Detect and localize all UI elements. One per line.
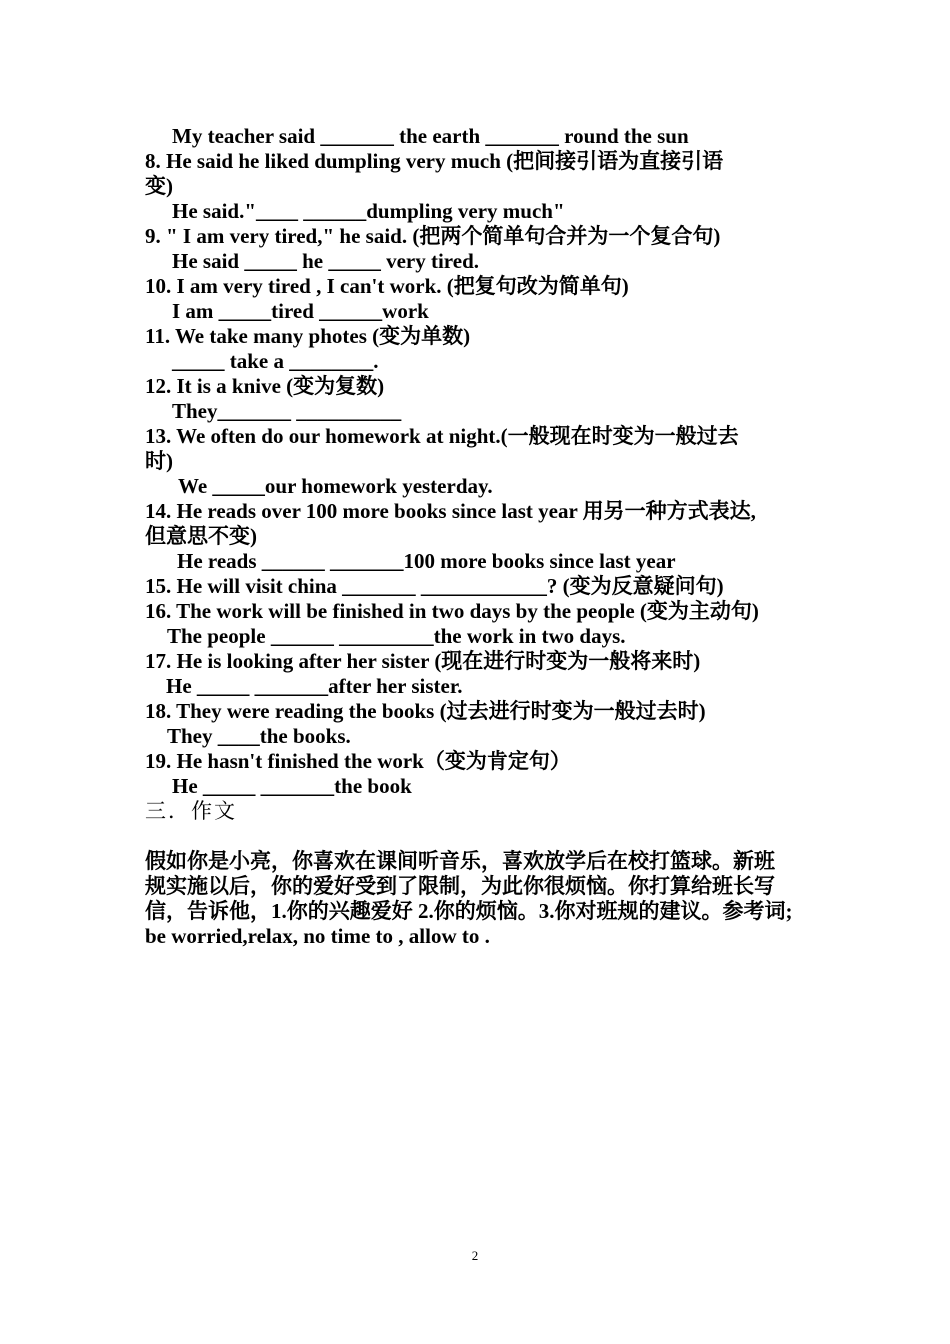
section-title: 三．作文: [145, 799, 237, 823]
exercise-line: 16. The work will be finished in two days by the people (变为主动句): [145, 599, 759, 623]
essay-line: 假如你是小亮，你喜欢在课间听音乐，喜欢放学后在校打篮球。新班: [145, 849, 775, 873]
exercise-line: We _____our homework yesterday.: [178, 474, 493, 498]
exercise-line: 10. I am very tired , I can't work. (把复句改为简单句): [145, 274, 629, 298]
exercise-line: My teacher said _______ the earth _______ round the sun: [172, 124, 689, 148]
essay-line: 规实施以后，你的爱好受到了限制，为此你很烦恼。你打算给班长写: [145, 874, 775, 898]
exercise-line: 12. It is a knive (变为复数): [145, 374, 385, 398]
exercise-line: 17. He is looking after her sister (现在进行时变为一般将来时): [145, 649, 701, 673]
exercise-line: 时): [145, 449, 173, 473]
exercise-line: I am _____tired ______work: [172, 299, 429, 323]
spacer: [145, 824, 815, 849]
exercise-line: They_______ __________: [172, 399, 402, 423]
exercise-line: They ____the books.: [167, 724, 351, 748]
exercise-line: 15. He will visit china _______ ____________? (变为反意疑问句): [145, 574, 724, 598]
page-number: 2: [471, 1248, 479, 1263]
exercise-line: The people ______ _________the work in two days.: [167, 624, 626, 648]
exercise-line: 9. " I am very tired," he said. (把两个简单句合并为一个复合句): [145, 224, 721, 248]
exercise-line: 18. They were reading the books (过去进行时变为一般过去时): [145, 699, 706, 723]
exercise-content: [145, 124, 815, 949]
exercise-line: He said _____ he _____ very tired.: [172, 249, 480, 273]
exercise-line: _____ take a ________.: [172, 349, 379, 373]
exercise-line: 变): [145, 174, 173, 198]
exercise-line: He reads ______ _______100 more books since last year: [177, 549, 676, 573]
exercise-line: 但意思不变): [145, 524, 257, 548]
exercise-line: He said."____ ______dumpling very much": [172, 199, 565, 223]
exercise-line: 19. He hasn't finished the work（变为肯定句）: [145, 749, 571, 773]
exercise-line: 8. He said he liked dumpling very much (把间接引语为直接引语: [145, 149, 724, 173]
exercise-line: He _____ _______after her sister.: [166, 674, 463, 698]
exercise-line: 11. We take many photes (变为单数): [145, 324, 471, 348]
exercise-line: He _____ _______the book: [172, 774, 412, 798]
essay-line: be worried,relax, no time to , allow to .: [145, 924, 490, 948]
exercise-line: 14. He reads over 100 more books since last year 用另一种方式表达,: [145, 499, 756, 523]
essay-line: 信，告诉他，1.你的兴趣爱好 2.你的烦恼。3.你对班规的建议。参考词;: [145, 899, 793, 923]
exercise-line: 13. We often do our homework at night.(一般现在时变为一般过去: [145, 424, 739, 448]
